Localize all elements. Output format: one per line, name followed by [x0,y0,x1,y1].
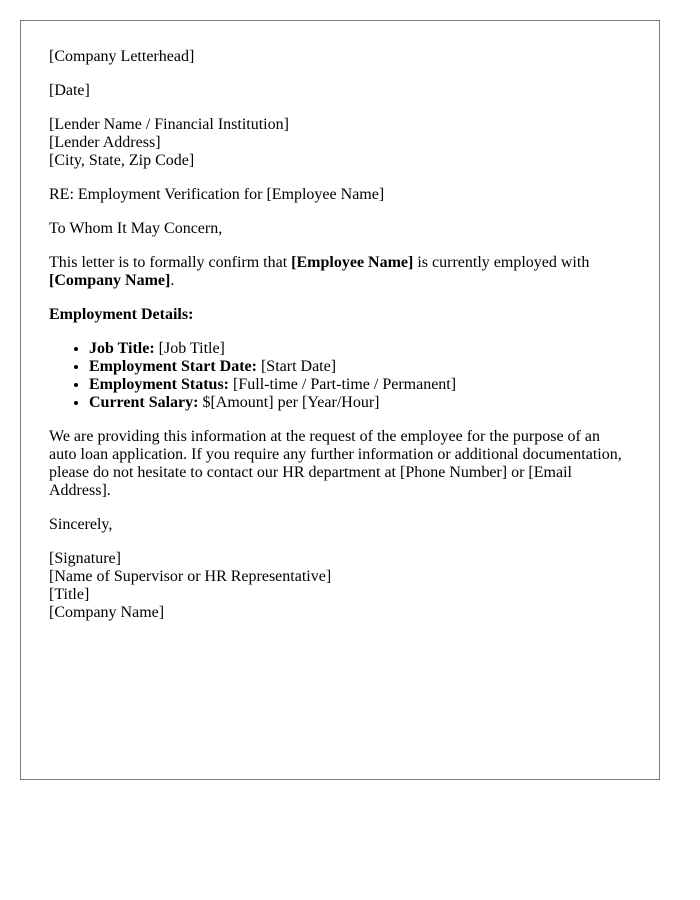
detail-label: Current Salary: [89,394,199,411]
list-item [89,358,631,376]
signature-block [49,550,631,622]
lender-name: [Lender Name / Financial Institution] [49,116,289,133]
signer-title: [Title] [49,586,90,603]
company-name-placeholder: [Company Name] [49,272,171,289]
detail-value: $[Amount] per [Year/Hour] [198,394,380,411]
detail-label: Employment Status: [89,376,230,393]
intro-text-post: . [170,272,175,289]
signature: [Signature] [49,550,121,567]
letter-date: [Date] [49,82,90,99]
re-line: RE: Employment Verification for [Employee Name] [49,186,385,203]
employment-details-list [49,340,631,412]
detail-value: [Job Title] [154,340,225,357]
purpose-paragraph: We are providing this information at the request of the employee for the purpose of an auto loan application. If you require any further information or additional documentation, please do not hesitate to contact our HR department at [Phone Number] or [Email Address]. [49,428,622,499]
list-item [89,376,631,394]
intro-text-mid: is currently employed with [413,254,590,271]
list-item [89,394,631,412]
detail-label: Job Title: [89,340,155,357]
signer-company: [Company Name] [49,604,165,621]
letter-page [20,20,660,780]
intro-text-pre: This letter is to formally confirm that [49,254,292,271]
company-letterhead: [Company Letterhead] [49,48,195,65]
salutation: To Whom It May Concern, [49,220,223,237]
intro-paragraph [49,254,631,290]
detail-value: [Start Date] [256,358,337,375]
list-item [89,340,631,358]
closing: Sincerely, [49,516,113,533]
signer-name: [Name of Supervisor or HR Representative] [49,568,332,585]
lender-city: [City, State, Zip Code] [49,152,195,169]
details-heading: Employment Details: [49,306,194,323]
lender-address-block [49,116,631,170]
detail-label: Employment Start Date: [89,358,257,375]
lender-address: [Lender Address] [49,134,161,151]
employee-name-placeholder: [Employee Name] [291,254,414,271]
detail-value: [Full-time / Part-time / Permanent] [229,376,457,393]
